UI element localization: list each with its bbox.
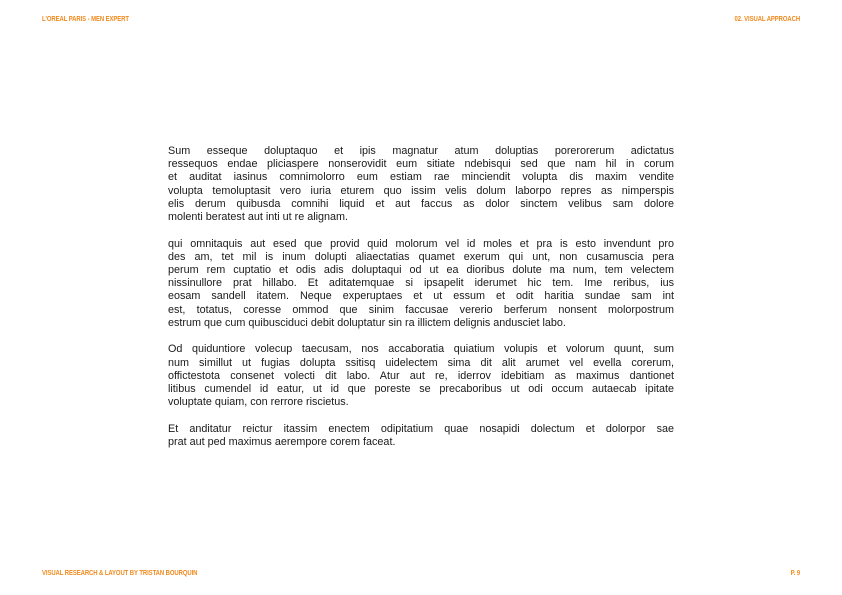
header-section-title: 02. VISUAL APPROACH [734,16,800,23]
text-line: estrum que cum quibusciduci debit doluptatur sin ra illictem delignis andusciet labo. [168,316,566,329]
text-line: est, totatus, coresse ommod que sinim faccusae vererio berferum nonsent molorpostrum [168,303,674,316]
text-line: volupta temoluptasit vero iuria eturem quo issim velis dolum laborpo repres as nimperspis [168,184,674,197]
paragraph-2 [168,238,674,330]
text-line: offictestota consenet volecti dit labo. Atur aut re, iderrov idebitiam as maximus dantionet [168,369,674,382]
text-line: elis derum quibusda comnihi liquid et aut faccus as dolor sinctem velibus sam dolore [168,197,674,210]
text-line: nissinullore prat hillabo. Et aditatemquae si ipsapelit iderumet hic tem. Ime reribus, ius [168,277,674,290]
text-line: num simillut ut fugias dolupta ssitisq uidelectem sima dit alit arumet vel evella corerum, [168,356,674,369]
text-line: eosam sandell itatem. Neque experuptaes et ut essum et odit haritia sundae sam int [168,290,674,303]
body-text [168,145,674,463]
text-line: et auditat iasinus comnimolorro eum estiam rae minciendit volupta dis maxim vendite [168,171,674,184]
text-line: Et anditatur reictur itassim enectem odipitatium quae nosapidi dolectum et dolorpor sae [168,422,674,435]
text-line: des am, tet mil is inum dolupti aliaectatias quamet exerum qui unt, non cusamuscia pera [168,250,674,263]
paragraph-4 [168,423,674,449]
text-line: voluptate quiam, con rerrore riscietus. [168,396,349,409]
text-line: ressequos endae pliciaspere nonserovidit eum sitiate ndebisqui sed que nam hil in corum [168,158,674,171]
paragraph-1 [168,145,674,224]
text-line: Sum esseque doluptaquo et ipis magnatur atum doluptias porerorerum adictatus [168,145,674,157]
paragraph-3 [168,343,674,409]
header-project-title: L'OREAL PARIS - MEN EXPERT [42,16,129,23]
footer-credit: VISUAL RESEARCH & LAYOUT BY TRISTAN BOURQUIN [42,570,198,577]
text-line: prat aut ped maximus aerempore corem faceat. [168,436,396,449]
text-line: perum rem cuptatio et odis adis doluptaqui od ut ea dioribus dolute ma num, tem velectem [168,264,674,277]
text-line: Od quiduntiore volecup taecusam, nos accaboratia quiatium volupis et volorum quunt, sum [168,343,674,356]
text-line: qui omnitaquis aut esed que provid quid molorum vel id moles et pra is esto invendunt pro [168,237,674,250]
text-line: litibus cumendel id eatur, ut id que poreste se precaboribus ut odi occum autaecab ipitate [168,383,674,396]
text-line: molenti beratest aut inti ut re alignam. [168,211,349,224]
page-number: P. 9 [790,570,800,577]
